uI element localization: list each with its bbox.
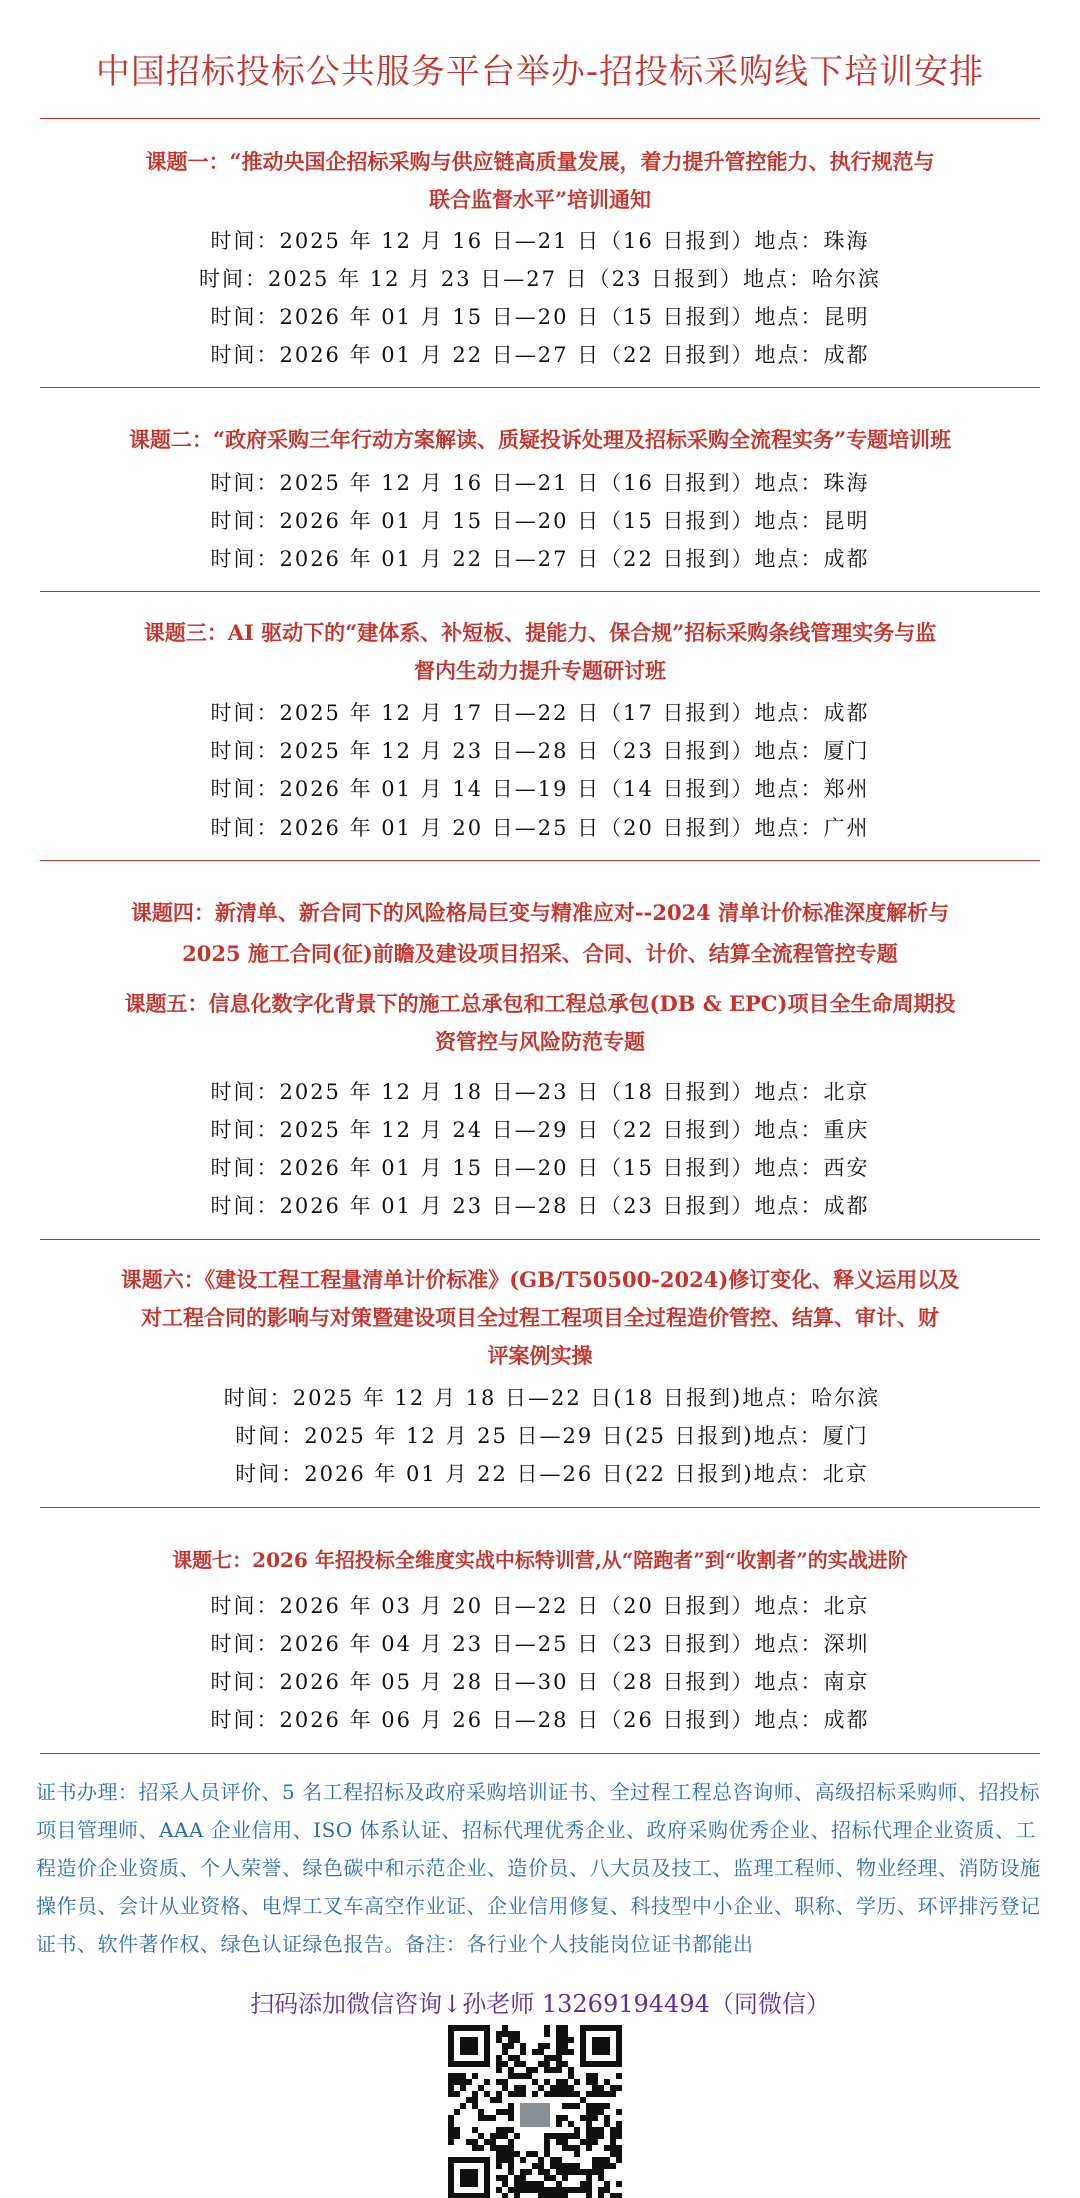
topic-4-heading <box>30 892 1050 974</box>
schedule-row: 时间：2026 年 01 月 15 日—20 日（15 日报到）地点：昆明 <box>210 509 870 533</box>
topic-7-heading <box>30 1541 1050 1579</box>
schedule-row: 时间：2025 年 12 月 25 日—29 日(25 日报到)地点：厦门 <box>235 1424 869 1448</box>
topic-3-heading <box>30 614 1050 690</box>
divider <box>40 1753 1040 1754</box>
schedule-row: 时间：2025 年 12 月 16 日—21 日（16 日报到）地点：珠海 <box>210 229 870 253</box>
divider <box>40 860 1040 861</box>
certificate-services: 证书办理：招采人员评价、5 名工程招标及政府采购培训证书、全过程工程总咨询师、高级招标采购师、招投标项目管理师、AAA 企业信用、ISO 体系认证、招标代理优秀企业、政府采购优秀企业、招标代理企业资质、工程造价企业资质、个人荣誉、绿色碳中和示范企业、造价员、八大员及技工、监理工程师、物业经理、消防设施操作员、会计从业资格、电焊工叉车高空作业证、企业信用修复、科技型中小企业、职称、学历、环评排污登记证书、软件著作权、绿色认证绿色报告。备注：各行业个人技能岗位证书都能出 <box>36 1780 1041 1956</box>
schedule-row: 时间：2025 年 12 月 24 日—29 日（22 日报到）地点：重庆 <box>210 1118 870 1142</box>
schedule-row: 时间：2026 年 01 月 14 日—19 日（14 日报到）地点：郑州 <box>210 777 870 801</box>
schedule-row: 时间：2026 年 06 月 26 日—28 日（26 日报到）地点：成都 <box>210 1708 870 1732</box>
topic-6-line-3: 评案例实操 <box>487 1343 593 1368</box>
topic-1-line-2: 联合监督水平”培训通知 <box>428 187 652 212</box>
schedule-row: 时间：2026 年 01 月 22 日—27 日（22 日报到）地点：成都 <box>210 343 870 367</box>
topic-6-heading <box>30 1261 1050 1375</box>
schedule-row: 时间：2026 年 01 月 20 日—25 日（20 日报到）地点：广州 <box>210 816 870 840</box>
schedule-row: 时间：2025 年 12 月 23 日—27 日（23 日报到）地点：哈尔滨 <box>198 267 882 291</box>
schedule-row: 时间：2026 年 01 月 22 日—27 日（22 日报到）地点：成都 <box>210 547 870 571</box>
schedule-row: 时间：2026 年 01 月 22 日—26 日(22 日报到)地点：北京 <box>235 1462 869 1486</box>
schedule-row: 时间：2025 年 12 月 17 日—22 日（17 日报到）地点：成都 <box>210 701 870 725</box>
schedule-row: 时间：2026 年 01 月 23 日—28 日（23 日报到）地点：成都 <box>210 1194 870 1218</box>
page-title: 中国招标投标公共服务平台举办-招投标采购线下培训安排 <box>95 52 985 92</box>
schedule-row: 时间：2025 年 12 月 16 日—21 日（16 日报到）地点：珠海 <box>210 471 870 495</box>
topic-3-line-2: 督内生动力提升专题研讨班 <box>414 658 666 683</box>
schedule-row: 时间：2025 年 12 月 18 日—23 日（18 日报到）地点：北京 <box>210 1080 870 1104</box>
topic-5-line-2: 资管控与风险防范专题 <box>435 1029 645 1054</box>
schedule-row: 时间：2026 年 05 月 28 日—30 日（28 日报到）地点：南京 <box>210 1670 870 1694</box>
schedule-row: 时间：2026 年 01 月 15 日—20 日（15 日报到）地点：西安 <box>210 1156 870 1180</box>
divider <box>40 591 1040 592</box>
divider <box>40 387 1040 388</box>
topic-2-heading <box>30 421 1050 459</box>
schedule-row: 时间：2026 年 03 月 20 日—22 日（20 日报到）地点：北京 <box>210 1594 870 1618</box>
schedule-row: 时间：2026 年 01 月 15 日—20 日（15 日报到）地点：昆明 <box>210 305 870 329</box>
divider <box>40 1507 1040 1508</box>
topic-1-heading <box>30 143 1050 219</box>
topic-1-line-1: 课题一：“推动央国企招标采购与供应链高质量发展，着力提升管控能力、执行规范与 <box>145 149 935 174</box>
topic-4-line-2: 2025 施工合同(征)前瞻及建设项目招采、合同、计价、结算全流程管控专题 <box>182 941 898 966</box>
topic-3-line-1: 课题三：AI 驱动下的“建体系、补短板、提能力、保合规”招标采购条线管理实务与监 <box>143 620 937 645</box>
schedule-row: 时间：2025 年 12 月 23 日—28 日（23 日报到）地点：厦门 <box>210 739 870 763</box>
topic-4-line-1: 课题四：新清单、新合同下的风险格局巨变与精准应对--2024 清单计价标准深度解析与 <box>130 900 950 925</box>
contact-line: 扫码添加微信咨询↓孙老师 13269194494（同微信） <box>250 1990 830 2018</box>
topic-6-line-2: 对工程合同的影响与对策暨建设项目全过程工程项目全过程造价管控、结算、审计、财 <box>141 1305 939 1330</box>
topic-5-line-1: 课题五：信息化数字化背景下的施工总承包和工程总承包(DB & EPC)项目全生命周期投 <box>124 991 956 1016</box>
schedule-row: 时间：2025 年 12 月 18 日—22 日(18 日报到)地点：哈尔滨 <box>223 1386 881 1410</box>
divider <box>40 118 1040 119</box>
topic-2-line-1: 课题二：“政府采购三年行动方案解读、质疑投诉处理及招标采购全流程实务”专题培训班 <box>128 427 952 452</box>
topic-6-line-1: 课题六：《建设工程工程量清单计价标准》(GB/T50500-2024)修订变化、释义运用以及 <box>120 1267 960 1292</box>
topic-5-heading <box>30 985 1050 1061</box>
schedule-row: 时间：2026 年 04 月 23 日—25 日（23 日报到）地点：深圳 <box>210 1632 870 1656</box>
topic-7-line-1: 课题七：2026 年招投标全维度实战中标特训营,从“陪跑者”到“收割者”的实战进阶 <box>172 1548 908 1572</box>
divider <box>40 1239 1040 1240</box>
wechat-qr-code-icon[interactable] <box>443 2025 627 2198</box>
